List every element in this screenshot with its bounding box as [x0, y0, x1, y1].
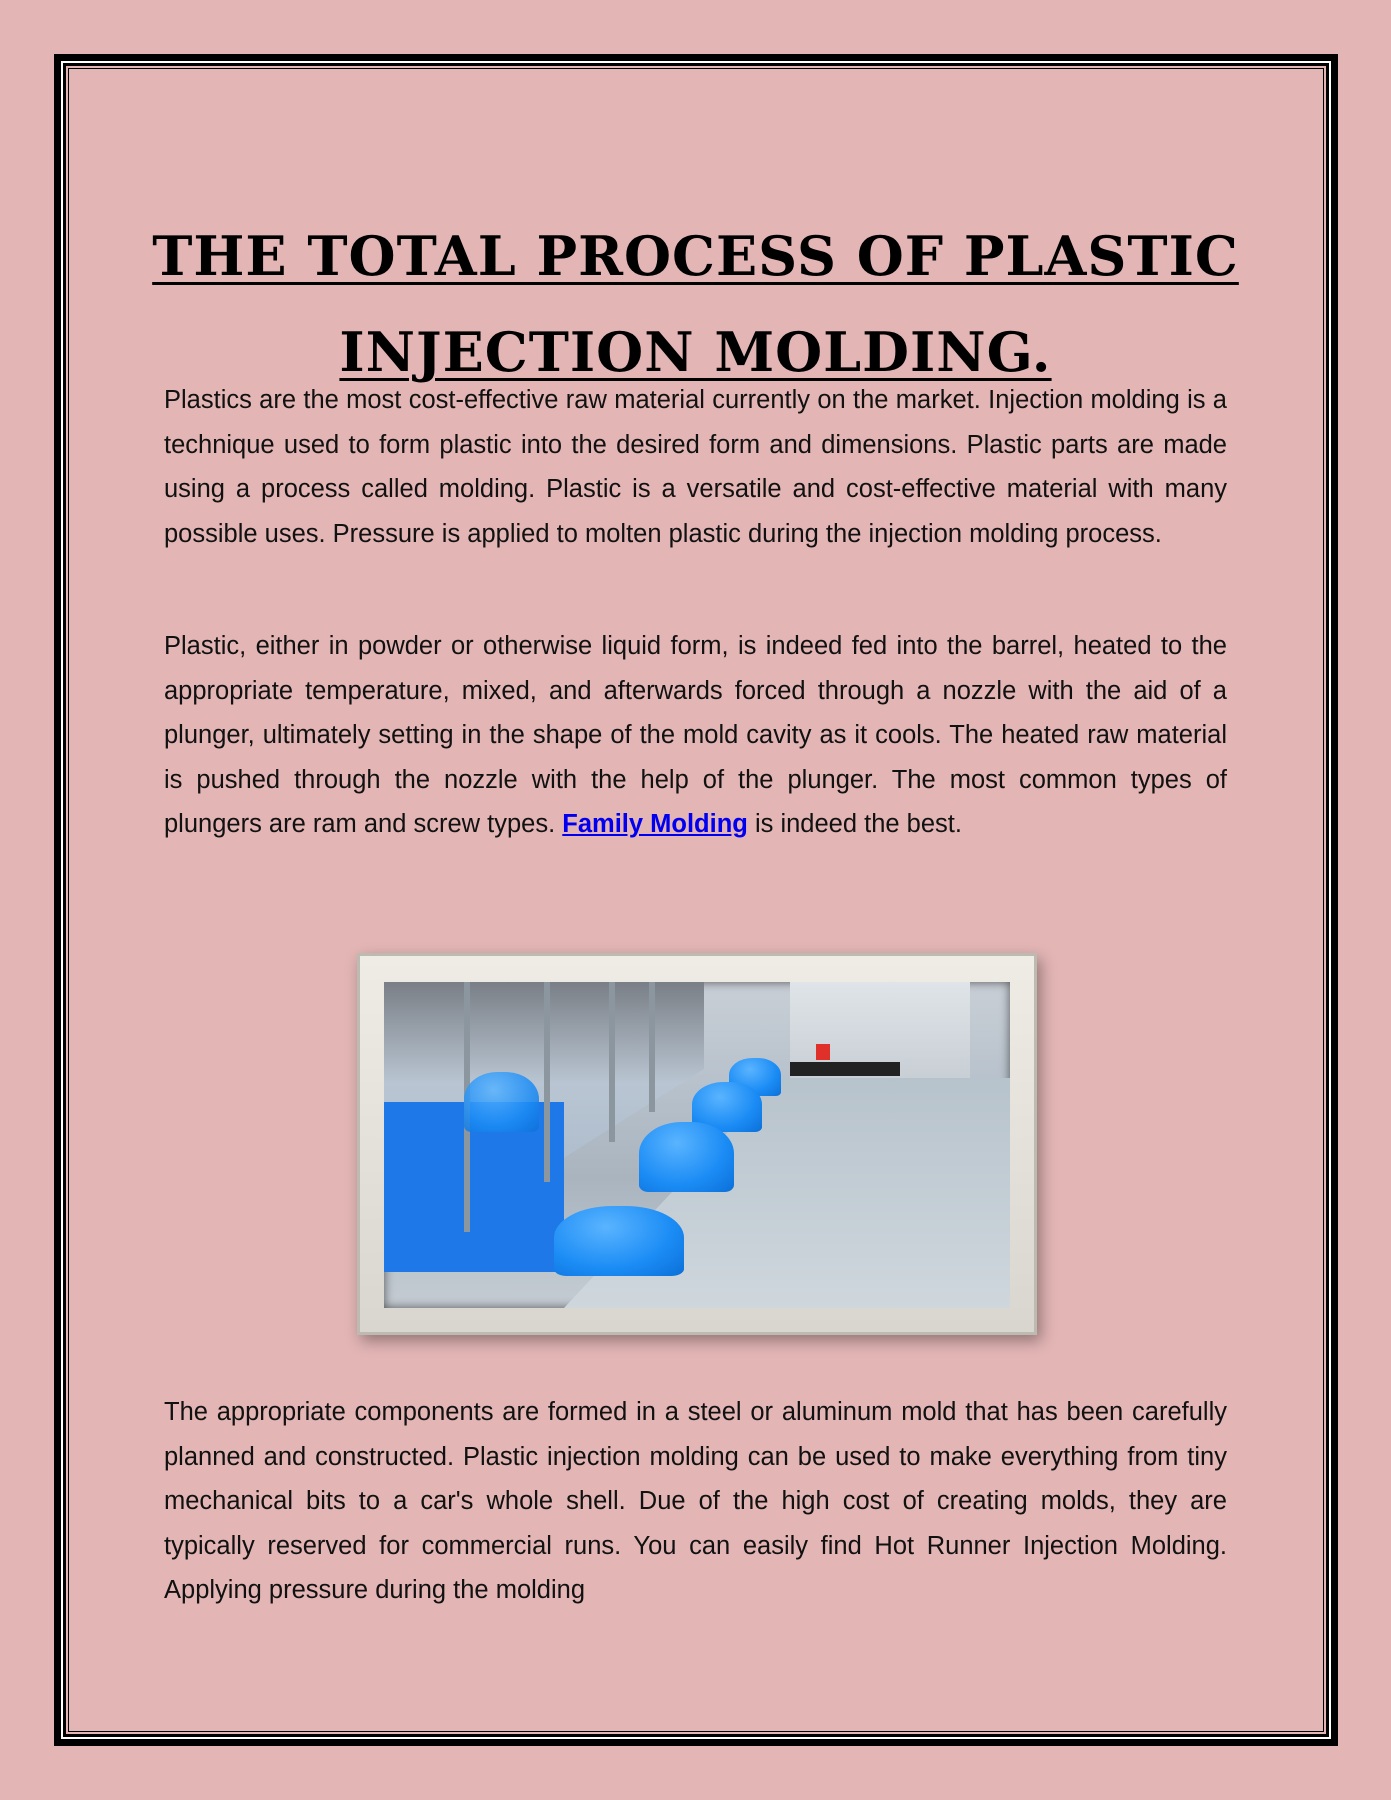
conveyor-photo	[384, 982, 1010, 1308]
title-line-2: INJECTION MOLDING.	[339, 320, 1052, 385]
photo-blue-cup	[554, 1206, 684, 1276]
photo-window-frame	[544, 982, 550, 1182]
document-title	[140, 208, 1251, 400]
injection-molding-photo-frame	[357, 953, 1037, 1335]
photo-window-frame	[609, 982, 615, 1142]
paragraph-process-text: Plastic, either in powder or otherwise liquid form, is indeed fed into the barrel, heated to the appropriate temperature, mixed, and afterwards forced through a nozzle with the aid of a plunger, ultimately setting in the shape of the mold cavity as it cools. The heated raw material is pushed through the nozzle with the help of the plunger. The most common types of plungers are ram and screw types.	[164, 632, 1227, 839]
photo-red-part	[816, 1044, 830, 1060]
photo-window-frame	[649, 982, 655, 1112]
paragraph-process	[164, 624, 1227, 847]
photo-blue-cup	[639, 1122, 734, 1192]
photo-robot-arm	[790, 1062, 900, 1076]
photo-blue-cup-reflection	[464, 1072, 539, 1132]
paragraph-process-tail: is indeed the best.	[747, 810, 962, 839]
paragraph-intro: Plastics are the most cost-effective raw material currently on the market. Injection molding is a technique used to form plastic into the desired form and dimensions. Plastic parts are made using a process called molding. Plastic is a versatile and cost-effective material with many possible uses. Pressure is applied to molten plastic during the injection molding process.	[164, 386, 1227, 548]
title-line-1: THE TOTAL PROCESS OF PLASTIC	[152, 224, 1239, 289]
family-molding-link[interactable]: Family Molding	[562, 810, 748, 839]
paragraph-molds: The appropriate components are formed in a steel or aluminum mold that has been carefully planned and constructed. Plastic injection molding can be used to make everything from tiny mechanical bits to a car's whole shell. Due of the high cost of creating molds, they are typically reserved for commercial runs. You can easily find Hot Runner Injection Molding. Applying pressure during the molding	[164, 1398, 1227, 1605]
